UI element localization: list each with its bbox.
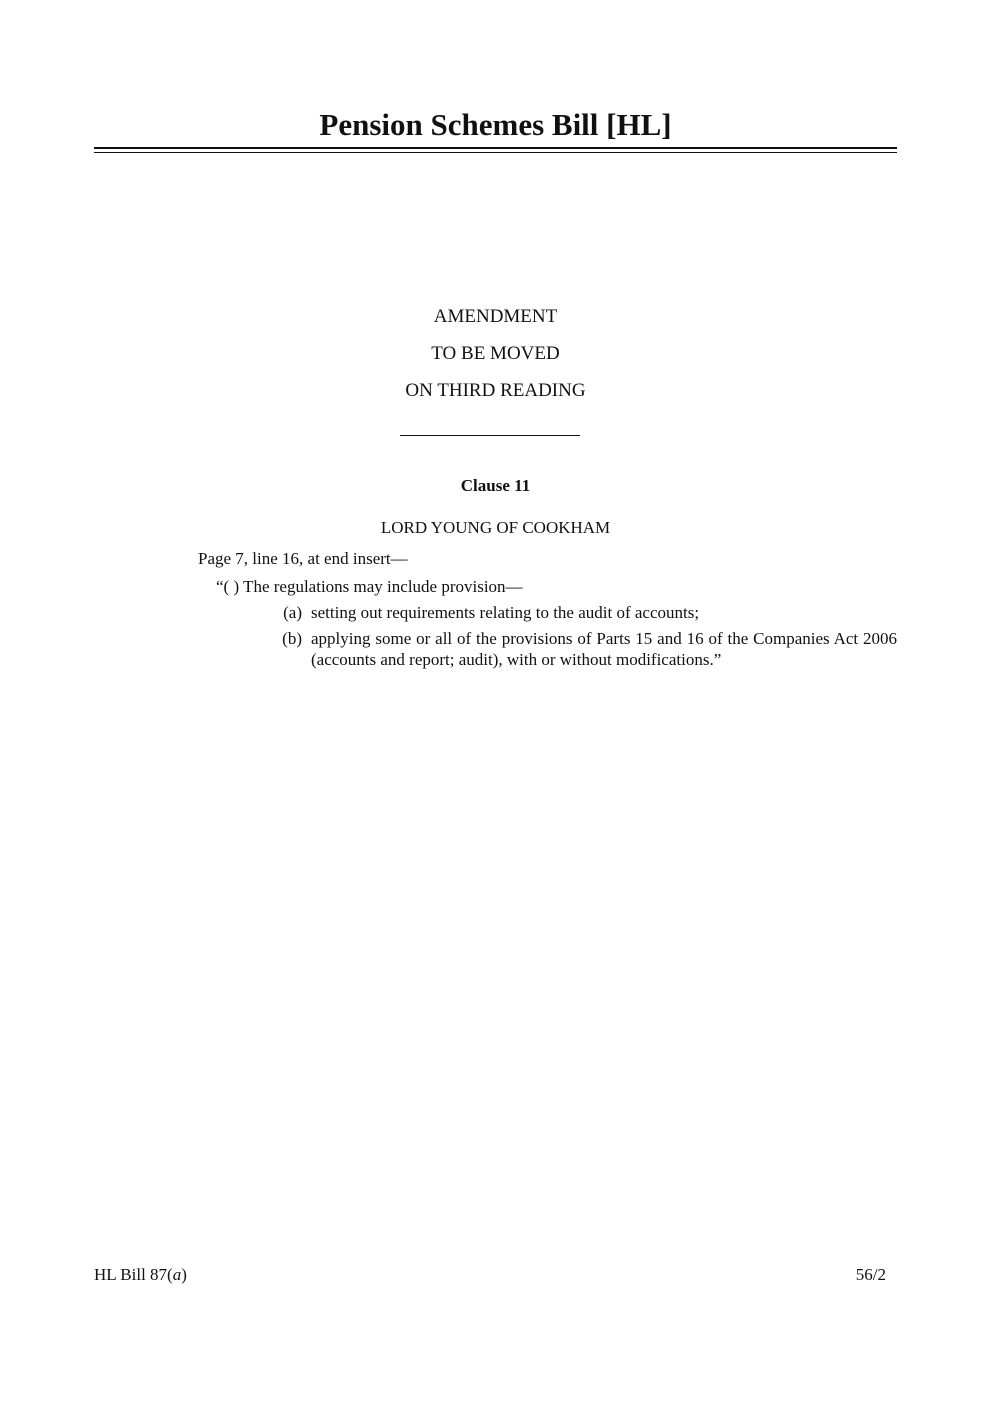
- item-text-a: setting out requirements relating to the audit of accounts;: [311, 603, 700, 622]
- item-label-a: (a): [283, 603, 302, 622]
- mover-name: LORD YOUNG OF COOKHAM: [380, 518, 611, 537]
- item-label-b: (b): [282, 629, 302, 648]
- heading-to-be-moved: TO BE MOVED: [431, 343, 560, 364]
- document-title: Pension Schemes Bill [HL]: [319, 107, 672, 142]
- page-reference: 56/2: [855, 1265, 886, 1284]
- heading-third-reading: ON THIRD READING: [405, 380, 586, 401]
- item-text-b: applying some or all of the provisions of Parts 15 and 16 of the Companies Act 2006 (accounts and report; audit), with or without modifications.”: [311, 629, 897, 669]
- bill-reference-suffix: ): [181, 1265, 187, 1284]
- title-rule-thick: [94, 147, 897, 149]
- clause-heading: Clause 11: [460, 476, 531, 495]
- bill-reference: [94, 1264, 187, 1286]
- heading-amendment: AMENDMENT: [433, 306, 558, 327]
- bill-reference-prefix: HL Bill 87(: [94, 1265, 173, 1284]
- section-divider: [400, 435, 580, 436]
- bill-reference-italic: a: [172, 1265, 182, 1284]
- title-rule-thin: [94, 152, 897, 153]
- amendment-instruction: Page 7, line 16, at end insert—: [198, 549, 408, 568]
- inserted-text-lead: “( ) The regulations may include provision—: [216, 577, 523, 596]
